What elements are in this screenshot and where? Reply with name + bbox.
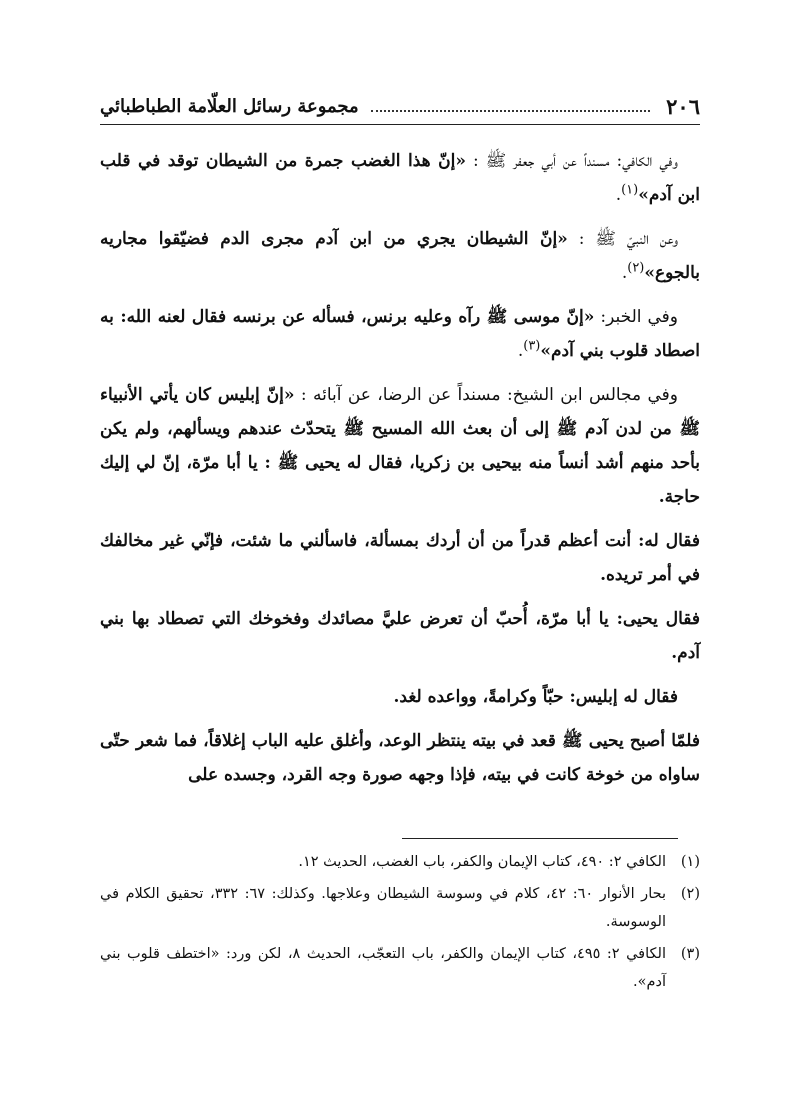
footnote-3 — [100, 940, 700, 996]
paragraph-lead: وفي الخبر: — [600, 307, 678, 327]
header-dot-leader — [371, 110, 650, 112]
paragraph-tail: . — [517, 341, 524, 361]
footnote-text: بحار الأنوار ٦٠: ٤٢، كلام في وسوسة الشيطان وعلاجها. وكذلك: ٦٧: ٣٣٢، تحقيق الكلام في الوسوسة. — [100, 886, 667, 930]
footnote-marker: (١) — [621, 182, 639, 198]
hadith-quote: فقال يحيى: يا أبا مرّة، أُحبّ أن تعرض عليَّ مصائدك وفخوخك التي تصطاد بها بني آدم. — [100, 609, 700, 663]
footnote-text: الكافي ٢: ٤٩٥، كتاب الإيمان والكفر، باب التعجّب، الحديث ٨، لكن ورد: «اختطف قلوب بني آدم». — [100, 946, 666, 990]
hadith-quote: «إنّ الشيطان يجري من ابن آدم مجرى الدم فضيّقوا مجاريه بالجوع» — [100, 229, 700, 283]
hadith-quote: فقال له: أنت أعظم قدراً من أن أردك بمسألة، فاسألني ما شئت، فإنّي غير مخالفك في أمر تريده. — [100, 531, 700, 585]
paragraph-2 — [100, 222, 700, 290]
footnote-2 — [100, 880, 700, 936]
paragraph-7 — [100, 680, 700, 714]
hadith-quote: «إنّ إبليس كان يأتي الأنبياء ﷺ من لدن آدم ﷺ إلى أن بعث الله المسيح ﷺ يتحدّث عندهم ويسألهم، ولم يكن بأحد منهم أشد أنساً منه بيحيى بن زكريا، فقال له يحيى ﷺ : يا أبا مرّة، إنّ لي إليك حاجة. — [100, 385, 700, 507]
paragraph-lead: وعن النبيّ ﷺ : — [578, 229, 679, 249]
paragraph-8 — [100, 724, 700, 792]
footnotes — [100, 848, 700, 1000]
footnote-separator — [402, 838, 678, 839]
hadith-quote: فلمّا أصبح يحيى ﷺ قعد في بيته ينتظر الوعد، وأغلق عليه الباب إغلاقاً، فما شعر حتّى ساواه من خوخة كانت في بيته، فإذا وجهه صورة وجه القرد، وجسده على — [100, 731, 700, 785]
footnote-number: (٣) — [680, 946, 700, 962]
page-number: ٢٠٦ — [666, 93, 700, 119]
footnote-marker: (٣) — [523, 338, 541, 354]
paragraph-4 — [100, 378, 700, 514]
paragraph-5 — [100, 524, 700, 592]
paragraph-lead: وفي الكافي: مسنداً عن أبي جعفر ﷺ : — [473, 151, 678, 171]
footnote-1 — [100, 848, 700, 876]
hadith-quote: فقال له إبليس: حبّاً وكرامةً، وواعده لغد. — [393, 687, 678, 707]
hadith-quote: «إنّ موسى ﷺ رآه وعليه برنس، فسأله عن برنسه فقال لعنه الله: به اصطاد قلوب بني آدم» — [100, 307, 700, 361]
hadith-quote: «إنّ هذا الغضب جمرة من الشيطان توقد في قلب ابن آدم» — [100, 151, 700, 205]
running-header — [100, 88, 700, 125]
paragraph-tail: . — [615, 185, 622, 205]
paragraph-1 — [100, 144, 700, 212]
footnote-number: (٢) — [680, 886, 700, 902]
footnote-number: (١) — [680, 854, 700, 870]
paragraph-tail: . — [621, 263, 628, 283]
footnote-marker: (٢) — [627, 260, 645, 276]
paragraph-lead: وفي مجالس ابن الشيخ: مسنداً عن الرضا، عن آبائه : — [300, 385, 679, 405]
paragraph-6 — [100, 602, 700, 670]
main-text — [100, 144, 700, 802]
footnote-text: الكافي ٢: ٤٩٠، كتاب الإيمان والكفر، باب الغضب، الحديث ١٢. — [298, 854, 666, 870]
paragraph-3 — [100, 300, 700, 368]
book-title: مجموعة رسائل العلّامة الطباطبائي — [100, 95, 359, 117]
